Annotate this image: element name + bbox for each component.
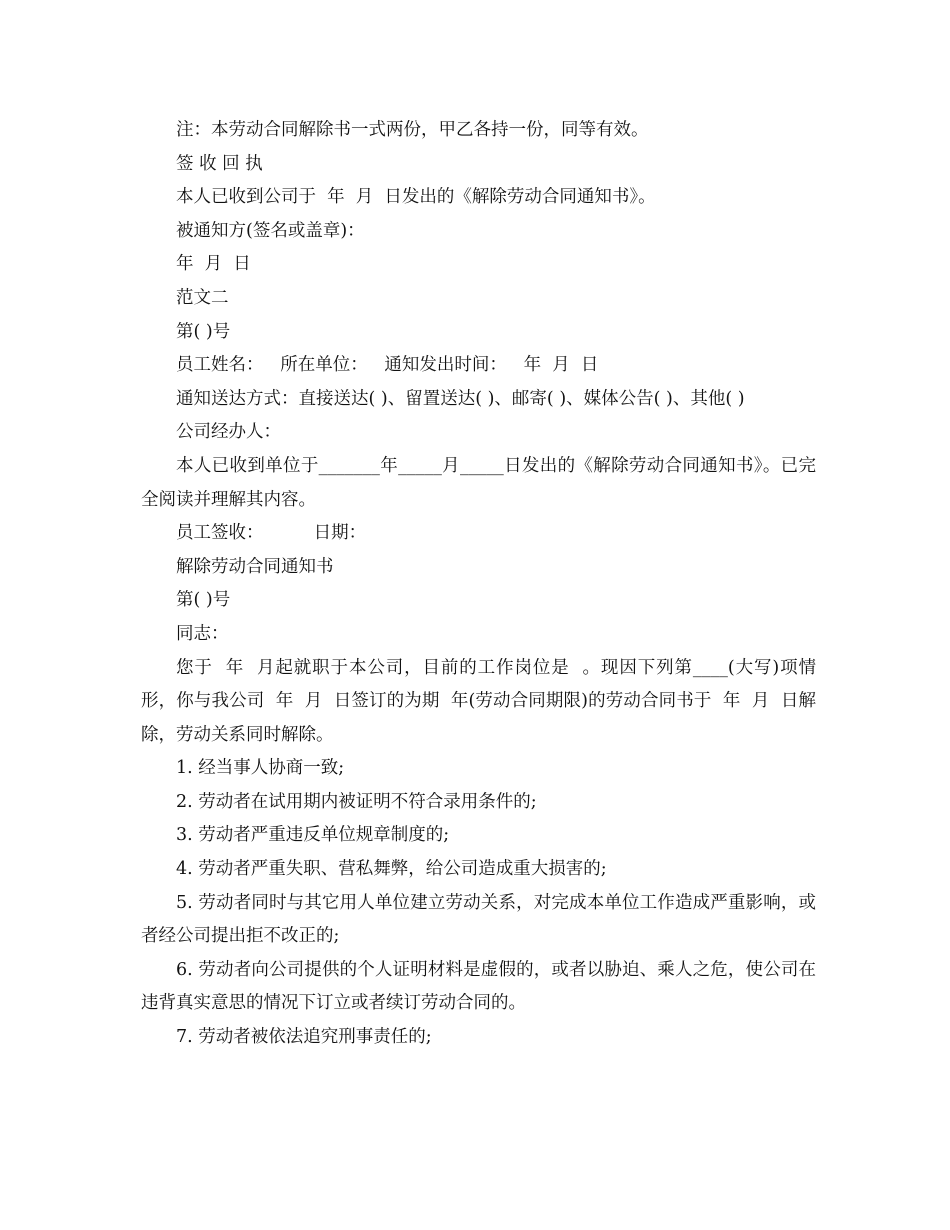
note-paragraph: 注：本劳动合同解除书一式两份，甲乙各持一份，同等有效。 xyxy=(176,120,649,140)
notice-body: 您于 年 月起就职于本公司，目前的工作岗位是 。现因下列第____(大写)项情形，你与我公司 年 月 日签订的为期 年(劳动合同期限)的劳动合同书于 年 月 日解除，劳动关系同时解除。 xyxy=(141,657,816,745)
receipt-heading: 签 收 回 执 xyxy=(176,153,263,174)
list-item: 7. 劳动者被依法追究刑事责任的; xyxy=(176,1027,432,1048)
employee-info-line: 员工姓名： 所在单位： 通知发出时间： 年 月 日 xyxy=(176,355,599,376)
list-item: 3. 劳动者严重违反单位规章制度的; xyxy=(176,825,450,846)
notified-party-signature-line: 被通知方(签名或盖章)： xyxy=(176,220,365,241)
list-item: 4. 劳动者严重失职、营私舞弊，给公司造成重大损害的; xyxy=(176,859,607,880)
employee-acknowledgement: 本人已收到单位于_______年_____月_____日发出的《解除劳动合同通知书》。已完全阅读并理解其内容。 xyxy=(141,455,816,510)
list-item: 6. 劳动者向公司提供的个人证明材料是虚假的，或者以胁迫、乘人之危，使公司在违背真实意思的情况下订立或者续订劳动合同的。 xyxy=(141,959,816,1014)
list-item: 5. 劳动者同时与其它用人单位建立劳动关系，对完成本单位工作造成严重影响，或者经公司提出拒不改正的; xyxy=(141,892,816,947)
date-line: 年 月 日 xyxy=(176,254,251,275)
salutation: 同志： xyxy=(176,623,229,644)
employee-signoff-line: 员工签收： 日期： xyxy=(176,523,367,544)
notice-number-line: 第( )号 xyxy=(176,590,231,611)
list-item: 2. 劳动者在试用期内被证明不符合录用条件的; xyxy=(176,791,537,812)
notice-title: 解除劳动合同通知书 xyxy=(176,556,334,577)
receipt-statement: 本人已收到公司于 年 月 日发出的《解除劳动合同通知书》。 xyxy=(176,187,656,208)
delivery-method-line: 通知送达方式：直接送达( )、留置送达( )、邮寄( )、媒体公告( )、其他( ) xyxy=(176,388,745,409)
document-number-line: 第( )号 xyxy=(176,321,231,342)
document-body xyxy=(141,114,816,1055)
company-handler-line: 公司经办人： xyxy=(176,422,281,443)
sample-two-heading: 范文二 xyxy=(176,287,229,308)
list-item: 1. 经当事人协商一致; xyxy=(176,758,345,779)
